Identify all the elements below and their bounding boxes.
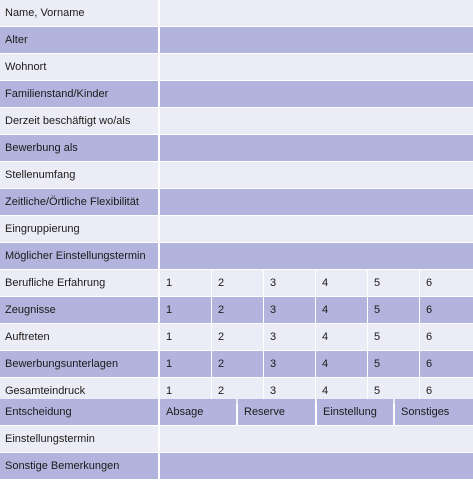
answer-field[interactable] <box>160 54 473 80</box>
answer-field[interactable] <box>160 135 473 161</box>
row-label: Bewerbung als <box>0 135 158 161</box>
rating-option-2[interactable]: 2 <box>212 378 263 404</box>
rating-option-5[interactable]: 5 <box>368 324 419 350</box>
rating-option-1[interactable]: 1 <box>160 378 211 404</box>
form-row <box>0 324 473 350</box>
rating-option-2[interactable]: 2 <box>212 351 263 377</box>
row-label: Bewerbungsunterlagen <box>0 351 158 377</box>
rating-option-2[interactable]: 2 <box>212 270 263 296</box>
answer-field[interactable] <box>160 216 473 242</box>
rating-option-3[interactable]: 3 <box>264 351 315 377</box>
rating-option-2[interactable]: 2 <box>212 297 263 323</box>
row-label: Stellenumfang <box>0 162 158 188</box>
form-row <box>0 270 473 296</box>
form-row <box>0 162 473 188</box>
row-label: Alter <box>0 27 158 53</box>
form-row <box>0 81 473 107</box>
form-row <box>0 135 473 161</box>
rating-option-1[interactable]: 1 <box>160 270 211 296</box>
rating-option-1[interactable]: 1 <box>160 297 211 323</box>
row-label: Sonstige Bemerkungen <box>0 453 158 479</box>
decision-option-absage[interactable]: Absage <box>160 399 236 425</box>
form-row <box>0 351 473 377</box>
form-row <box>0 27 473 53</box>
rating-option-4[interactable]: 4 <box>316 378 367 404</box>
rating-option-1[interactable]: 1 <box>160 351 211 377</box>
row-label: Berufliche Erfahrung <box>0 270 158 296</box>
row-label: Entscheidung <box>0 399 158 425</box>
rating-option-3[interactable]: 3 <box>264 324 315 350</box>
row-label: Familienstand/Kinder <box>0 81 158 107</box>
answer-field[interactable] <box>160 0 473 26</box>
answer-field[interactable] <box>160 162 473 188</box>
row-label: Möglicher Einstellungstermin <box>0 243 158 269</box>
form-row <box>0 54 473 80</box>
rating-option-3[interactable]: 3 <box>264 378 315 404</box>
rating-option-6[interactable]: 6 <box>420 351 473 377</box>
rating-option-1[interactable]: 1 <box>160 324 211 350</box>
form-row <box>0 453 473 479</box>
row-label: Wohnort <box>0 54 158 80</box>
answer-field[interactable] <box>160 27 473 53</box>
answer-field[interactable] <box>160 426 473 452</box>
answer-field[interactable] <box>160 453 473 479</box>
rating-option-5[interactable]: 5 <box>368 378 419 404</box>
form-row <box>0 0 473 26</box>
form-row <box>0 108 473 134</box>
rating-option-4[interactable]: 4 <box>316 324 367 350</box>
rating-option-4[interactable]: 4 <box>316 297 367 323</box>
row-label: Zeugnisse <box>0 297 158 323</box>
row-label: Eingruppierung <box>0 216 158 242</box>
decision-option-sonstiges[interactable]: Sonstiges <box>395 399 473 425</box>
rating-option-4[interactable]: 4 <box>316 270 367 296</box>
form-row <box>0 216 473 242</box>
answer-field[interactable] <box>160 189 473 215</box>
row-label: Name, Vorname <box>0 0 158 26</box>
answer-field[interactable] <box>160 81 473 107</box>
rating-option-5[interactable]: 5 <box>368 351 419 377</box>
rating-option-5[interactable]: 5 <box>368 297 419 323</box>
form-row <box>0 189 473 215</box>
rating-option-2[interactable]: 2 <box>212 324 263 350</box>
form-row <box>0 243 473 269</box>
row-label: Zeitliche/Örtliche Flexibilität <box>0 189 158 215</box>
answer-field[interactable] <box>160 108 473 134</box>
rating-option-3[interactable]: 3 <box>264 297 315 323</box>
form-row <box>0 297 473 323</box>
rating-option-6[interactable]: 6 <box>420 270 473 296</box>
decision-option-einstellung[interactable]: Einstellung <box>317 399 393 425</box>
row-label: Gesamteindruck <box>0 378 158 404</box>
row-label: Auftreten <box>0 324 158 350</box>
row-label: Derzeit beschäftigt wo/als <box>0 108 158 134</box>
rating-option-4[interactable]: 4 <box>316 351 367 377</box>
decision-option-reserve[interactable]: Reserve <box>238 399 315 425</box>
form-row <box>0 399 473 425</box>
rating-option-5[interactable]: 5 <box>368 270 419 296</box>
rating-option-3[interactable]: 3 <box>264 270 315 296</box>
rating-option-6[interactable]: 6 <box>420 378 473 404</box>
form-row <box>0 426 473 452</box>
row-label: Einstellungstermin <box>0 426 158 452</box>
rating-option-6[interactable]: 6 <box>420 297 473 323</box>
rating-option-6[interactable]: 6 <box>420 324 473 350</box>
answer-field[interactable] <box>160 243 473 269</box>
